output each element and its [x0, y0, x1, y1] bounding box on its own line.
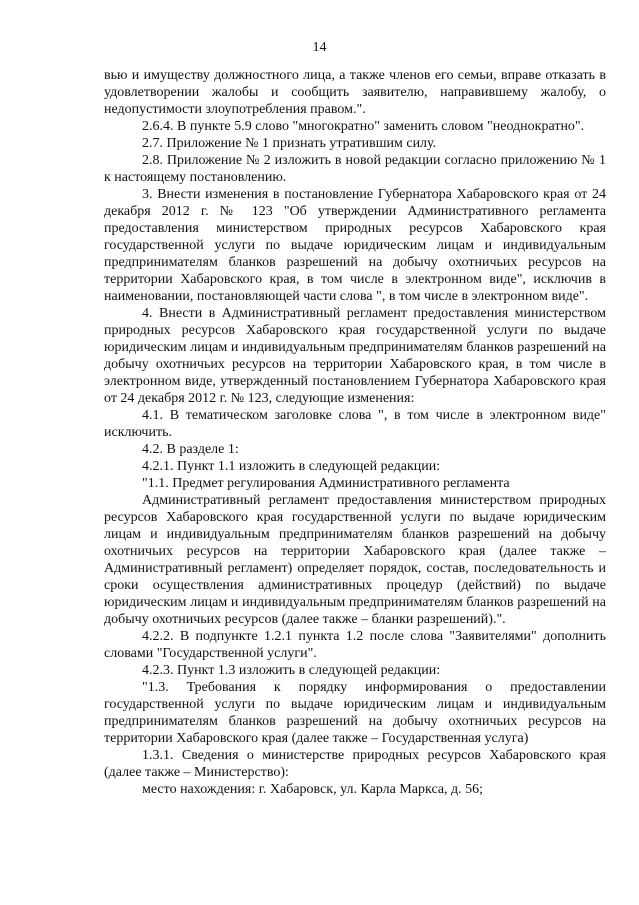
- document-body: [104, 67, 606, 798]
- paragraph: 2.7. Приложение № 1 признать утратившим силу.: [142, 136, 437, 151]
- paragraph: вью и имуществу должностного лица, а также членов его семьи, вправе отказать в удовлетворении жалобы и сообщить заявителю, направившему жалобу, о недопустимости злоупотребления правом.".: [104, 68, 606, 117]
- paragraph: Административный регламент предоставления министерством природных ресурсов Хабаровского края государственной услуги по выдаче юридическим лицам и индивидуальным предпринимателям бланков разрешений на добычу охотничьих ресурсов на территории Хабаровского края (далее также – Административный регламент) определяет порядок, состав, последовательность и сроки осуществления административных процедур (действий) по выдаче юридическим лицам и индивидуальным предпринимателям бланков разрешений на добычу охотничьих ресурсов (далее также – бланки разрешений).".: [104, 493, 606, 627]
- paragraph: 4.2.1. Пункт 1.1 изложить в следующей редакции:: [142, 459, 441, 474]
- paragraph: 1.3.1. Сведения о министерстве природных ресурсов Хабаровского края (далее также – Министерство):: [104, 748, 606, 780]
- paragraph: 4.1. В тематическом заголовке слова ", в том числе в электронном виде" исключить.: [104, 408, 606, 440]
- paragraph: "1.1. Предмет регулирования Административного регламента: [142, 476, 510, 491]
- paragraph: 4.2.2. В подпункте 1.2.1 пункта 1.2 после слова "Заявителями" дополнить словами "Государственной услуги".: [104, 629, 606, 661]
- paragraph: 4.2. В разделе 1:: [142, 442, 239, 457]
- paragraph: 4.2.3. Пункт 1.3 изложить в следующей редакции:: [142, 663, 441, 678]
- paragraph: 2.8. Приложение № 2 изложить в новой редакции согласно приложению № 1 к настоящему постановлению.: [104, 153, 606, 185]
- paragraph: 3. Внести изменения в постановление Губернатора Хабаровского края от 24 декабря 2012 г. № 123 "Об утверждении Административного регламента предоставления министерством природных ресурсов Хабаровского края государственной услуги по выдаче юридическим лицам и индивидуальным предпринимателям бланков разрешений на добычу охотничьих ресурсов на территории Хабаровского края, в том числе в электронном виде", исключив в наименовании, постановляющей части слова ", в том числе в электронном виде".: [104, 187, 606, 304]
- page-number: 14: [312, 40, 327, 55]
- paragraph: 4. Внести в Административный регламент предоставления министерством природных ресурсов Хабаровского края государственной услуги по выдаче юридическим лицам и индивидуальным предпринимателям бланков разрешений на добычу охотничьих ресурсов на территории Хабаровского края, в том числе в электронном виде, утвержденный постановлением Губернатора Хабаровского края от 24 декабря 2012 г. № 123, следующие изменения:: [104, 306, 606, 406]
- paragraph: "1.3. Требования к порядку информирования о предоставлении государственной услуги по выдаче юридическим лицам и индивидуальным предпринимателям бланков разрешений на добычу охотничьих ресурсов на территории Хабаровского края (далее также – Государственная услуга): [104, 680, 606, 746]
- paragraph: место нахождения: г. Хабаровск, ул. Карла Маркса, д. 56;: [142, 782, 484, 797]
- paragraph: 2.6.4. В пункте 5.9 слово "многократно" заменить словом "неоднократно".: [142, 119, 585, 134]
